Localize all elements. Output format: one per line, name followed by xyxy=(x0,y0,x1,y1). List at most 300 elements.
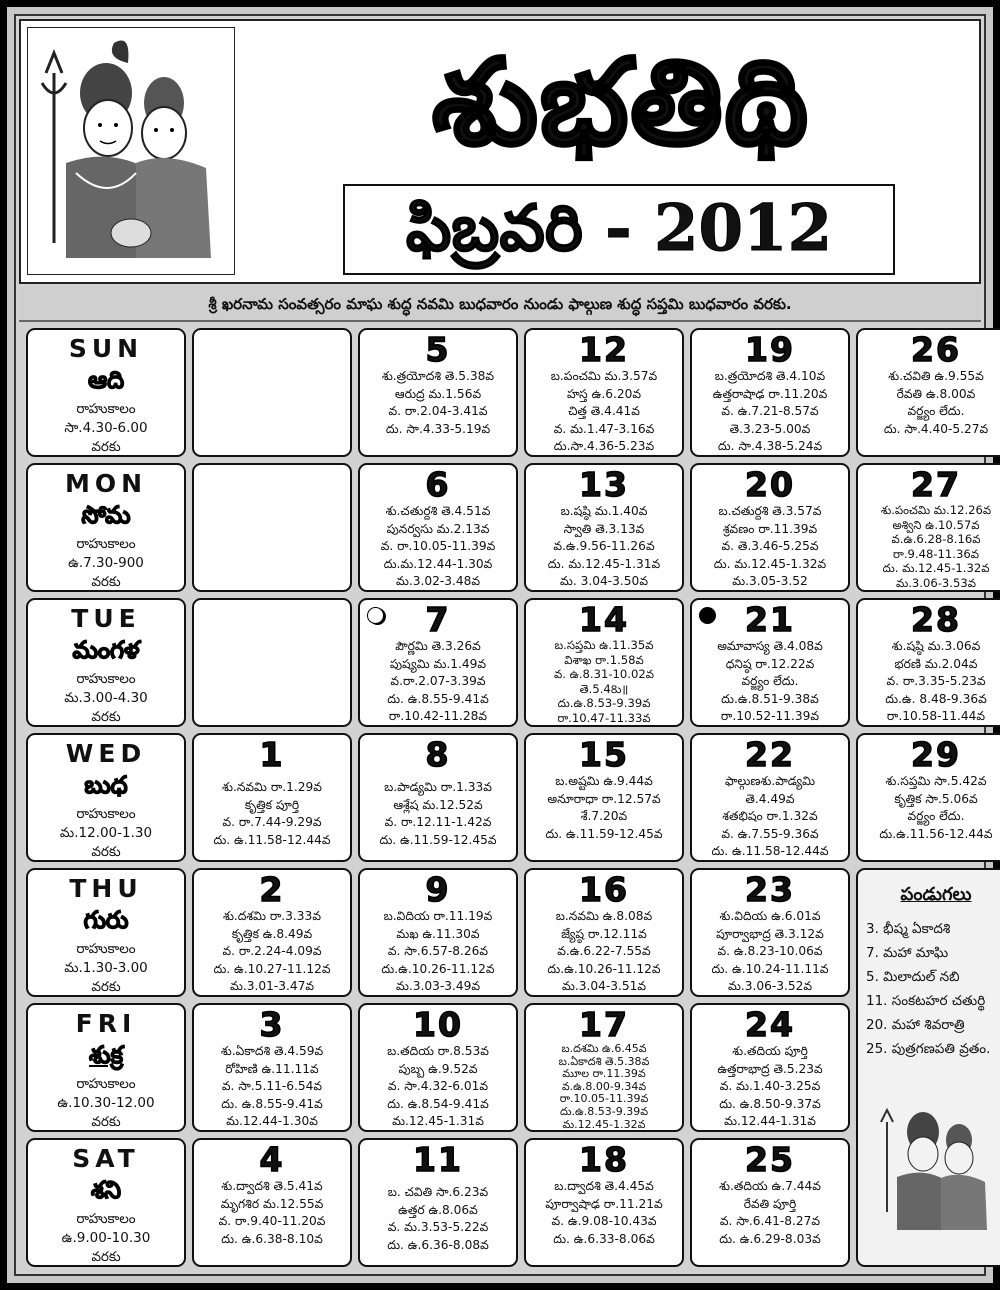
day-name-te: బుధ xyxy=(84,771,128,799)
date-number: 16 xyxy=(579,870,629,909)
day-name-en: FRI xyxy=(75,1009,137,1038)
rahu-kalam-line: రాహుకాలం xyxy=(76,671,136,687)
panchang-line: దు.ఉ.11.56-12.44వ xyxy=(879,826,993,841)
header xyxy=(19,19,981,284)
date-number: 17 xyxy=(579,1005,629,1044)
panchang-line: బ.నవమి ఉ.8.08వ xyxy=(555,909,653,923)
date-number: 13 xyxy=(579,465,629,504)
date-cell-8[interactable] xyxy=(358,733,518,862)
panchang-details xyxy=(858,638,1000,726)
date-cell-28[interactable] xyxy=(856,598,1000,727)
panchang-line: శు.ఏకాదశి తె.4.59వ xyxy=(220,1044,324,1058)
panchang-details xyxy=(692,908,848,996)
panchang-line: వ.రా.2.07-3.39వ xyxy=(390,674,486,688)
rahu-kalam-line: వరకు xyxy=(91,844,121,860)
panchang-line: దు.ఉ. 8.48-9.36వ xyxy=(885,691,987,706)
day-header-thu xyxy=(26,868,186,997)
panchang-details xyxy=(360,1184,516,1254)
rahu-kalam-line: ఉ.10.30-12.00 xyxy=(57,1095,155,1111)
panchang-line: దు. ఉ.6.33-8.06వ xyxy=(553,1231,655,1246)
panchang-details xyxy=(360,779,516,849)
date-cell-3[interactable] xyxy=(192,1003,352,1132)
panchang-line: వ. రా.3.35-5.23వ xyxy=(886,674,986,688)
panchang-details xyxy=(194,1178,350,1248)
panchang-line: మృగశిర మ.12.55వ xyxy=(220,1196,324,1211)
panchang-line: వ. మ.3.53-5.22వ xyxy=(387,1220,489,1234)
panchang-line: వ. ఉ.8.31-10.02వ xyxy=(554,667,654,682)
day-header-sat xyxy=(26,1138,186,1267)
panchang-line: బ.అష్టమి ఉ.9.44వ xyxy=(555,774,653,788)
panchang-line: తె.5.48ు॥ xyxy=(579,681,629,696)
panchang-line: వ.ఉ.8.00-9.34వ xyxy=(561,1079,647,1093)
panchang-line: దు. మ.12.45-1.31వ xyxy=(547,556,661,571)
panchang-line: వర్జ్యం లేదు. xyxy=(907,809,965,823)
panchang-line: ఉత్తరాభాద్ర తె.5.23వ xyxy=(717,1061,823,1076)
date-cell-empty xyxy=(192,598,352,727)
day-name-en: WED xyxy=(65,739,147,768)
panchang-line: ధనిష్ఠ రా.12.22వ xyxy=(725,656,815,671)
date-cell-11[interactable] xyxy=(358,1138,518,1267)
rahu-kalam-line: రాహుకాలం xyxy=(76,536,136,552)
panchang-line: మ.3.06-3.52వ xyxy=(727,979,813,993)
date-cell-17[interactable] xyxy=(524,1003,684,1132)
panchang-details xyxy=(858,503,1000,591)
festival-item: 5. మిలాదుల్ నబి xyxy=(866,969,960,985)
panchang-line: దు. సా.4.33-5.19వ xyxy=(385,421,491,436)
panchang-line: హస్త ఉ.6.20వ xyxy=(566,386,642,401)
date-number: 20 xyxy=(745,465,795,504)
date-number: 26 xyxy=(911,330,961,369)
panchang-line: బ. చవితి సా.6.23వ xyxy=(387,1185,489,1199)
date-number: 23 xyxy=(745,870,795,909)
date-number: 9 xyxy=(425,870,451,909)
date-cell-22[interactable] xyxy=(690,733,850,862)
day-header-tue xyxy=(26,598,186,727)
shiva-parvati-icon xyxy=(875,1102,995,1232)
date-number: 11 xyxy=(413,1140,463,1179)
panchang-line: శు.ద్వాదశి తె.5.41వ xyxy=(221,1179,323,1193)
rahu-kalam-line: మ.12.00-1.30 xyxy=(59,825,153,841)
panchang-line: శే.7.20వ xyxy=(580,809,628,823)
date-number: 7 xyxy=(425,600,451,639)
rahu-kalam xyxy=(28,1210,184,1267)
date-cell-6[interactable] xyxy=(358,463,518,592)
samvatsara-banner: శ్రీ ఖరనామ సంవత్సరం మాఘ శుద్ధ నవమి బుధవారం నుండు ఫాల్గుణ శుద్ధ సప్తమి బుధవారం వరకు. xyxy=(19,286,981,322)
panchang-details xyxy=(360,908,516,996)
panchang-line: వ. ఉ.7.21-8.57వ xyxy=(721,404,819,418)
panchang-line: దు.ఉ.8.51-9.38వ xyxy=(721,691,819,706)
panchang-line: బ.దశమి ఉ.6.45వ xyxy=(561,1042,647,1055)
panchang-line: దు. ఉ.11.58-12.44వ xyxy=(213,832,331,847)
panchang-line: శతభిషం రా.1.32వ xyxy=(722,809,818,823)
calendar-page xyxy=(5,5,995,1285)
date-cell-21[interactable] xyxy=(690,598,850,727)
panchang-line: మ.12.45-1.31వ xyxy=(392,1114,484,1128)
panchang-line: వర్జ్యం లేదు. xyxy=(907,404,965,418)
panchang-line: వ. ఉ.7.55-9.36వ xyxy=(721,826,819,841)
panchang-line: ఆశ్లేష మ.12.52వ xyxy=(393,797,483,812)
panchang-details xyxy=(194,779,350,849)
date-cell-12[interactable] xyxy=(524,328,684,457)
date-number: 3 xyxy=(259,1005,285,1044)
panchang-line: వ. సా.5.11-6.54వ xyxy=(221,1079,323,1093)
panchang-line: వ. తె.3.46-5.25వ xyxy=(721,539,819,553)
panchang-line: వ. సా.4.32-6.01వ xyxy=(387,1079,489,1093)
panchang-line: బ.పంచమి మ.3.57వ xyxy=(550,369,658,383)
panchang-line: శు.దశమి రా.3.33వ xyxy=(223,909,321,923)
panchang-line: రేవతి పూర్తి xyxy=(743,1196,797,1211)
panchang-details xyxy=(526,503,682,591)
panchang-line: మ.12.45-1.32వ xyxy=(562,1117,646,1131)
date-number: 1 xyxy=(259,735,285,774)
panchang-line: శు.చతుర్దశి తె.4.51వ xyxy=(385,504,491,518)
panchang-line: దు. ఉ.8.55-9.41వ xyxy=(387,691,489,706)
date-cell-29[interactable] xyxy=(856,733,1000,862)
panchang-line: శు.చవితి ఉ.9.55వ xyxy=(888,369,984,383)
panchang-line: శు.షష్ఠి మ.3.06వ xyxy=(891,639,981,653)
day-name-te: గురు xyxy=(83,906,129,934)
date-cell-24[interactable] xyxy=(690,1003,850,1132)
date-number: 25 xyxy=(745,1140,795,1179)
panchang-details xyxy=(526,1043,682,1131)
calendar-grid xyxy=(26,326,993,1269)
panchang-line: శు.సప్తమి సా.5.42వ xyxy=(885,774,987,788)
day-header-fri xyxy=(26,1003,186,1132)
panchang-details xyxy=(692,503,848,591)
day-name-te: ఆది xyxy=(87,366,125,394)
panchang-line: ఉత్తర ఉ.8.06వ xyxy=(398,1202,478,1217)
panchang-details xyxy=(360,503,516,591)
rahu-kalam-line: మ.3.00-4.30 xyxy=(64,690,148,706)
panchang-line: మ.3.06-3.53వ xyxy=(895,575,976,590)
date-number: 29 xyxy=(911,735,961,774)
panchang-line: శు.నవమి రా.1.29వ xyxy=(222,780,322,794)
panchang-line: రా.10.52-11.39వ xyxy=(720,709,820,723)
deity-image xyxy=(27,27,235,275)
panchang-line: దు. మ.12.45-1.32వ xyxy=(713,556,827,571)
panchang-details xyxy=(360,1043,516,1131)
panchang-details xyxy=(692,1043,848,1131)
day-header-mon xyxy=(26,463,186,592)
panchang-line: వ. ఉ.9.08-10.43వ xyxy=(551,1214,657,1228)
rahu-kalam-line: రాహుకాలం xyxy=(76,1076,136,1092)
panchang-line: వర్జ్యం లేదు. xyxy=(741,674,799,688)
panchang-line: వ.ఉ.9.56-11.26వ xyxy=(553,539,655,553)
panchang-line: దు. ఉ.10.24-11.11వ xyxy=(711,961,829,976)
panchang-line: అమావాస్య తె.4.08వ xyxy=(717,639,823,653)
day-name-te: శని xyxy=(90,1176,122,1204)
panchang-line: పూర్వాభాద్ర తె.3.12వ xyxy=(716,926,824,941)
day-name-en: TUE xyxy=(71,604,141,633)
festivals-panel xyxy=(856,868,1000,1267)
page-title: శుభతిథి xyxy=(432,33,810,171)
panchang-line: మ.3.05-3.52 xyxy=(732,574,808,588)
panchang-line: దు. ఉ.6.38-8.10వ xyxy=(221,1231,323,1246)
panchang-line: ఫాల్గుణశు.పాడ్యమి xyxy=(724,774,816,788)
panchang-line: శు.తదియ ఉ.7.44వ xyxy=(719,1179,821,1193)
panchang-details xyxy=(526,638,682,726)
date-number: 19 xyxy=(745,330,795,369)
panchang-line: దు.ఉ.8.53-9.39వ xyxy=(559,1104,649,1118)
date-cell-13[interactable] xyxy=(524,463,684,592)
day-name-te: సోమ xyxy=(81,501,131,529)
panchang-line: కృత్తిక ఉ.8.49వ xyxy=(231,926,313,941)
panchang-line: వ. సా.6.41-8.27వ xyxy=(719,1214,821,1228)
panchang-line: దు. ఉ.11.58-12.44వ xyxy=(711,844,829,858)
date-cell-26[interactable] xyxy=(856,328,1000,457)
panchang-line: దు. మ.12.45-1.32వ xyxy=(882,561,990,576)
day-name-en: SUN xyxy=(68,334,144,363)
panchang-line: విశాఖ రా.1.58వ xyxy=(564,652,644,667)
panchang-line: వ.ఉ.6.28-8.16వ xyxy=(891,532,981,547)
panchang-line: దు.ఉ.10.26-11.12వ xyxy=(547,961,661,976)
day-name-te: శుక్ర xyxy=(88,1041,124,1069)
panchang-line: పుష్యమి మ.1.49వ xyxy=(389,656,487,671)
shiva-parvati-icon xyxy=(36,33,226,269)
panchang-line: మ.12.44-1.31వ xyxy=(724,1114,816,1128)
rahu-kalam-line: ఉ.9.00-10.30 xyxy=(61,1230,151,1246)
panchang-details xyxy=(692,773,848,861)
day-name-en: THU xyxy=(69,874,143,903)
panchang-line: రేవతి ఉ.8.00వ xyxy=(896,386,976,401)
day-name-te: మంగళ xyxy=(72,636,140,664)
date-number: 5 xyxy=(425,330,451,369)
day-name-en: SAT xyxy=(72,1144,140,1173)
panchang-line: వ. ఉ.8.23-10.06వ xyxy=(717,944,823,958)
panchang-line: భరణి మ.2.04వ xyxy=(894,656,978,671)
panchang-line: బ.చతుర్దశి తె.3.57వ xyxy=(718,504,822,518)
date-cell-16[interactable] xyxy=(524,868,684,997)
panchang-line: కృత్తిక పూర్తి xyxy=(244,797,300,812)
panchang-line: రా.10.05-11.39వ xyxy=(559,1092,649,1106)
panchang-line: బ.షష్ఠి మ.1.40వ xyxy=(560,504,648,518)
day-name-en: MON xyxy=(64,469,148,498)
panchang-details xyxy=(526,1178,682,1248)
date-number: 28 xyxy=(911,600,961,639)
panchang-line: శు.విదియ ఉ.6.01వ xyxy=(719,909,821,923)
festival-item: 3. భీష్మ ఏకాదశి xyxy=(866,921,951,937)
rahu-kalam-line: సా.4.30-6.00 xyxy=(64,420,148,436)
panchang-line: పౌర్ణమి తె.3.26వ xyxy=(395,639,481,653)
calendar-frame xyxy=(14,14,993,1276)
panchang-line: మ.3.04-3.51వ xyxy=(561,979,647,993)
date-cell-5[interactable] xyxy=(358,328,518,457)
date-number: 18 xyxy=(579,1140,629,1179)
panchang-line: బ.ద్వాదశి తె.4.45వ xyxy=(554,1179,654,1193)
rahu-kalam-line: రాహుకాలం xyxy=(76,941,136,957)
panchang-line: మ.3.02-3.48వ xyxy=(395,574,481,588)
panchang-line: మఖ ఉ.11.30వ xyxy=(396,926,480,941)
panchang-details xyxy=(526,908,682,996)
rahu-kalam-line: రాహుకాలం xyxy=(76,806,136,822)
panchang-details xyxy=(194,908,350,996)
panchang-line: వ. రా.2.04-3.41వ xyxy=(388,404,488,418)
panchang-details xyxy=(692,638,848,726)
date-cell-1[interactable] xyxy=(192,733,352,862)
panchang-line: బ.పాడ్యమి రా.1.33వ xyxy=(384,780,492,794)
rahu-kalam-line: వరకు xyxy=(91,1114,121,1130)
panchang-line: వ. రా.2.24-4.09వ xyxy=(222,944,322,958)
panchang-line: దు. ఉ.8.54-9.41వ xyxy=(387,1096,489,1111)
rahu-kalam xyxy=(28,535,184,592)
panchang-line: శు.పంచమి మ.12.26వ xyxy=(880,503,992,517)
date-cell-27[interactable] xyxy=(856,463,1000,592)
panchang-details xyxy=(858,773,1000,843)
date-cell-7[interactable] xyxy=(358,598,518,727)
panchang-line: పునర్వసు మ.2.13వ xyxy=(386,521,490,536)
festival-item: 20. మహా శివరాత్రి xyxy=(866,1017,965,1033)
panchang-line: వ.ఉ.6.22-7.55వ xyxy=(557,944,651,958)
festivals-title: పండుగలు xyxy=(900,884,972,905)
date-cell-empty xyxy=(192,463,352,592)
panchang-line: దు. ఉ.8.55-9.41వ xyxy=(221,1096,323,1111)
panchang-details xyxy=(858,368,1000,438)
rahu-kalam-line: వరకు xyxy=(91,979,121,995)
panchang-line: మూల రా.11.39వ xyxy=(562,1067,646,1081)
panchang-line: బ.తదియ రా.8.53వ xyxy=(387,1044,489,1058)
date-number: 4 xyxy=(259,1140,285,1179)
rahu-kalam-line: రాహుకాలం xyxy=(76,401,136,417)
panchang-details xyxy=(692,368,848,456)
panchang-line: వ. రా.10.05-11.39వ xyxy=(380,539,496,553)
date-number: 2 xyxy=(259,870,285,909)
rahu-kalam xyxy=(28,805,184,862)
rahu-kalam-line: వరకు xyxy=(91,574,121,590)
rahu-kalam xyxy=(28,940,184,997)
date-number: 12 xyxy=(579,330,629,369)
date-cell-18[interactable] xyxy=(524,1138,684,1267)
date-number: 27 xyxy=(911,465,961,504)
rahu-kalam xyxy=(28,670,184,727)
panchang-details xyxy=(360,368,516,438)
date-cell-4[interactable] xyxy=(192,1138,352,1267)
rahu-kalam-line: వరకు xyxy=(91,709,121,725)
panchang-details xyxy=(360,638,516,726)
panchang-line: దు. ఉ.8.50-9.37వ xyxy=(719,1096,821,1111)
date-number: 10 xyxy=(413,1005,463,1044)
panchang-line: ఉత్తరాషాఢ రా.11.20వ xyxy=(712,386,828,401)
panchang-line: జ్యేష్ఠ రా.12.11వ xyxy=(561,926,647,941)
panchang-line: బ.విదియ రా.11.19వ xyxy=(383,909,493,923)
panchang-line: రా.10.42-11.28వ xyxy=(388,709,488,723)
panchang-line: దు. ఉ.10.27-11.12వ xyxy=(213,961,331,976)
panchang-details xyxy=(526,368,682,456)
panchang-line: రా.10.58-11.44వ xyxy=(886,709,986,723)
panchang-line: దు. ఉ.11.59-12.45వ xyxy=(379,832,497,847)
date-number: 8 xyxy=(425,735,451,774)
full-moon-icon xyxy=(367,607,384,624)
day-header-wed xyxy=(26,733,186,862)
panchang-line: అశ్విని ఉ.10.57వ xyxy=(892,517,980,532)
festival-item: 11. సంకటహర చతుర్థి xyxy=(866,993,986,1009)
panchang-line: దు. సా.4.38-5.24వ xyxy=(717,439,823,453)
month-year-title: ఫిబ్రవరి - 2012 xyxy=(343,184,895,275)
date-cell-10[interactable] xyxy=(358,1003,518,1132)
new-moon-icon xyxy=(699,607,716,624)
panchang-line: శు.తదియ పూర్తి xyxy=(732,1044,808,1058)
panchang-line: రా.10.47-11.33వ xyxy=(557,710,651,725)
panchang-line: రోహిణి ఉ.11.11వ xyxy=(225,1061,319,1076)
date-cell-19[interactable] xyxy=(690,328,850,457)
panchang-details xyxy=(692,1178,848,1248)
panchang-line: దు.ఉ.8.53-9.39వ xyxy=(557,696,651,711)
date-cell-empty xyxy=(192,328,352,457)
panchang-line: తె.4.49వ xyxy=(745,791,795,806)
panchang-line: అనూరాధా రా.12.57వ xyxy=(547,791,661,806)
panchang-line: దు. ఉ.6.29-8.03వ xyxy=(719,1231,821,1246)
panchang-line: మ.3.01-3.47వ xyxy=(229,979,315,993)
date-cell-15[interactable] xyxy=(524,733,684,862)
panchang-line: మ. 3.04-3.50వ xyxy=(560,574,648,588)
rahu-kalam-line: ఉ.7.30-900 xyxy=(68,555,144,571)
festival-item: 7. మహా మాఘి xyxy=(866,945,949,961)
rahu-kalam xyxy=(28,1075,184,1132)
panchang-line: శ్రవణం రా.11.39వ xyxy=(722,521,818,536)
panchang-line: కృత్తిక సా.5.06వ xyxy=(894,791,978,806)
date-cell-20[interactable] xyxy=(690,463,850,592)
rahu-kalam-line: రాహుకాలం xyxy=(76,1211,136,1227)
panchang-line: చిత్త తె.4.41వ xyxy=(568,404,640,418)
panchang-line: దు. ఉ.6.36-8.08వ xyxy=(387,1237,489,1252)
deity-image-small xyxy=(870,1097,1000,1237)
date-cell-23[interactable] xyxy=(690,868,850,997)
date-number: 22 xyxy=(745,735,795,774)
panchang-line: మ.12.44-1.30వ xyxy=(226,1114,318,1128)
rahu-kalam xyxy=(28,400,184,457)
panchang-line: ఆరుద్ర మ.1.56వ xyxy=(394,386,482,401)
panchang-line: తె.3.23-5.00వ xyxy=(729,421,811,436)
panchang-line: పూర్వాషాఢ రా.11.21వ xyxy=(545,1196,663,1211)
day-header-sun xyxy=(26,328,186,457)
rahu-kalam-line: వరకు xyxy=(91,1249,121,1265)
panchang-details xyxy=(194,1043,350,1131)
panchang-line: మ.3.03-3.49వ xyxy=(395,979,481,993)
panchang-line: బ.సప్తమి ఉ.11.35వ xyxy=(554,638,654,652)
date-cell-25[interactable] xyxy=(690,1138,850,1267)
panchang-line: దు. సా.4.40-5.27వ xyxy=(883,421,989,436)
panchang-line: స్వాతి తె.3.13వ xyxy=(563,521,645,536)
panchang-line: బ.ఏకాదశి తె.5.38వ xyxy=(558,1054,650,1068)
panchang-line: వ. మ.1.47-3.16వ xyxy=(553,421,655,436)
panchang-line: వ. రా.12.11-1.42వ xyxy=(384,815,492,829)
panchang-line: దు.ఉ.10.26-11.12వ xyxy=(381,961,495,976)
panchang-line: దు. ఉ.11.59-12.45వ xyxy=(545,826,663,841)
panchang-line: దు.మ.12.44-1.30వ xyxy=(383,556,493,571)
date-cell-2[interactable] xyxy=(192,868,352,997)
panchang-line: వ. సా.6.57-8.26వ xyxy=(387,944,489,958)
date-number: 6 xyxy=(425,465,451,504)
panchang-line: వ. రా.7.44-9.29వ xyxy=(222,815,322,829)
panchang-line: పుబ్బ ఉ.9.52వ xyxy=(398,1061,478,1076)
date-cell-14[interactable] xyxy=(524,598,684,727)
panchang-line: వ. రా.9.40-11.20వ xyxy=(218,1214,326,1228)
panchang-line: దు.సా.4.36-5.23వ xyxy=(553,439,655,453)
panchang-details xyxy=(526,773,682,843)
festival-item: 25. పుత్రగణపతి వ్రతం. xyxy=(866,1041,991,1057)
date-number: 15 xyxy=(579,735,629,774)
panchang-line: శు.త్రయోదశి తె.5.38వ xyxy=(381,369,495,383)
rahu-kalam-line: మ.1.30-3.00 xyxy=(64,960,148,976)
panchang-line: రా.9.48-11.36వ xyxy=(893,546,979,561)
date-number: 24 xyxy=(745,1005,795,1044)
date-number: 14 xyxy=(579,600,629,639)
rahu-kalam-line: వరకు xyxy=(91,439,121,455)
panchang-line: బ.త్రయోదశి తె.4.10వ xyxy=(714,369,826,383)
panchang-line: వ. మ.1.40-3.25వ xyxy=(719,1079,821,1093)
festival-list xyxy=(866,917,1000,1061)
date-number: 21 xyxy=(745,600,795,639)
date-cell-9[interactable] xyxy=(358,868,518,997)
